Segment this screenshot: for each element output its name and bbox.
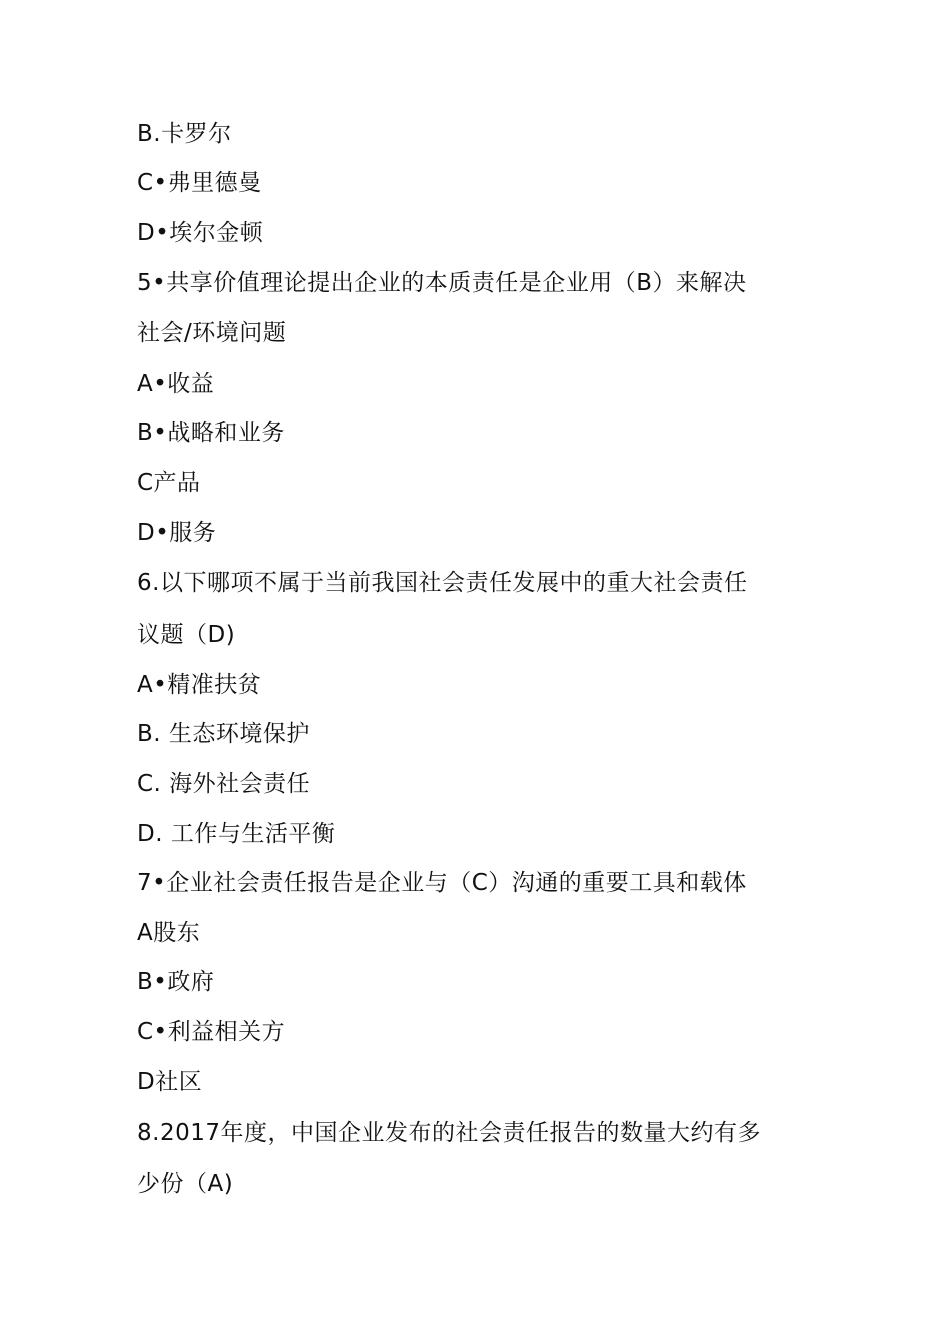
question-7-option-a: A股东 <box>137 920 201 946</box>
option-b-line: B.卡罗尔 <box>137 121 232 147</box>
question-8-line-1: 8.2017年度，中国企业发布的社会责任报告的数量大约有多 <box>137 1120 761 1146</box>
question-6-option-b: B. 生态环境保护 <box>137 721 310 747</box>
question-5-option-b: B•战略和业务 <box>137 420 285 446</box>
question-8-line-2: 少份（A) <box>137 1171 234 1197</box>
question-5-option-d: D•服务 <box>137 520 217 546</box>
question-6-line-1: 6.以下哪项不属于当前我国社会责任发展中的重大社会责任 <box>137 570 748 596</box>
question-6-option-c: C. 海外社会责任 <box>137 771 311 797</box>
option-c-line: C•弗里德曼 <box>137 170 262 196</box>
question-7-option-c: C•利益相关方 <box>137 1019 286 1045</box>
question-6-option-d: D. 工作与生活平衡 <box>137 821 336 847</box>
question-7-line: 7•企业社会责任报告是企业与（C）沟通的重要工具和载体 <box>137 870 747 896</box>
question-6-line-2: 议题（D) <box>137 622 236 648</box>
option-d-line: D•埃尔金顿 <box>137 220 264 246</box>
question-5-line-1: 5•共享价值理论提出企业的本质责任是企业用（B）来解决 <box>137 270 747 296</box>
question-7-option-b: B•政府 <box>137 969 215 995</box>
question-5-option-c: C产品 <box>137 470 201 496</box>
question-6-option-a: A•精准扶贫 <box>137 672 262 698</box>
question-5-line-2: 社会/环境问题 <box>137 320 287 346</box>
question-7-option-d: D社区 <box>137 1069 203 1095</box>
question-5-option-a: A•收益 <box>137 371 215 397</box>
